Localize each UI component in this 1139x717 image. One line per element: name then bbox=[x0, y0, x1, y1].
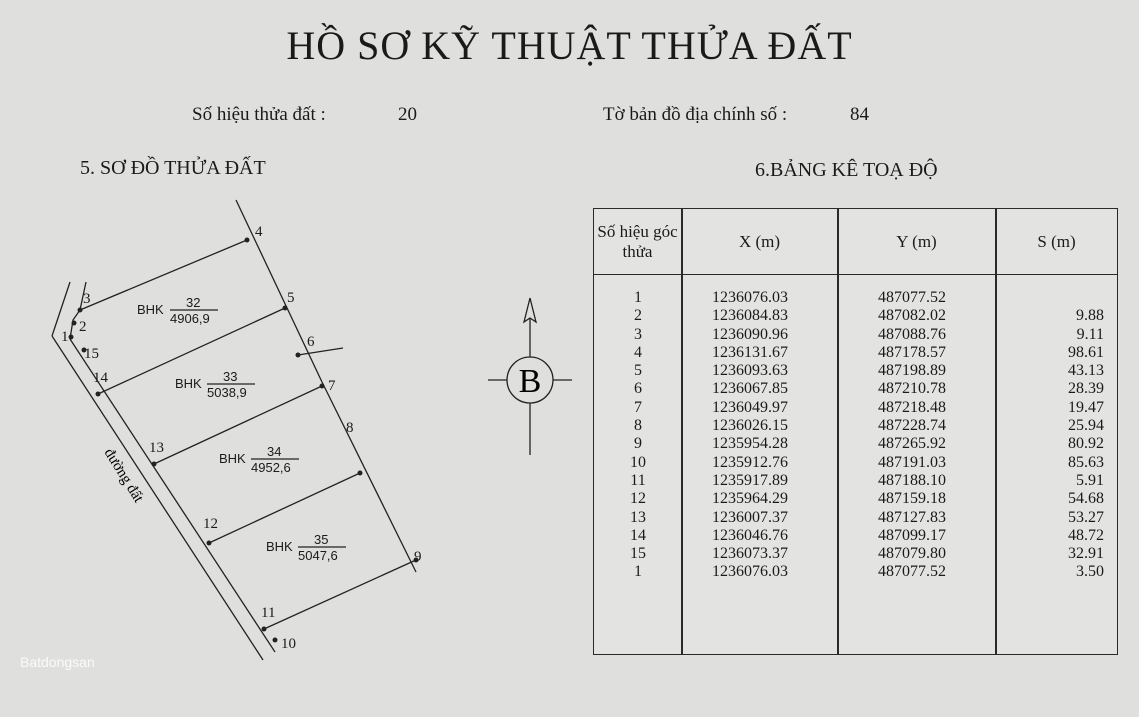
road-label: đường đất bbox=[100, 445, 147, 506]
cell-corner-id: 5 bbox=[634, 362, 642, 380]
cell-x: 1235912.76 bbox=[712, 453, 788, 471]
table-heading: 6.BẢNG KÊ TOẠ ĐỘ bbox=[755, 159, 938, 181]
boundary-6 bbox=[298, 348, 343, 355]
cell-x: 1236131.67 bbox=[712, 343, 788, 361]
cell-s: 3.50 bbox=[1076, 563, 1104, 581]
cell-s: 25.94 bbox=[1068, 417, 1104, 435]
vertex-7 bbox=[320, 384, 325, 389]
cell-y: 487077.52 bbox=[878, 563, 946, 581]
vertex-5 bbox=[283, 306, 288, 311]
vertex-2 bbox=[72, 321, 77, 326]
table-body bbox=[594, 289, 1117, 582]
vertex-12 bbox=[207, 541, 212, 546]
watermark-logo: Batdongsan bbox=[20, 654, 95, 670]
cell-corner-id: 2 bbox=[634, 307, 642, 325]
cell-y: 487191.03 bbox=[878, 453, 946, 471]
point-label-9: 9 bbox=[414, 549, 422, 565]
cell-x: 1236049.97 bbox=[712, 398, 788, 416]
cell-x: 1236073.37 bbox=[712, 545, 788, 563]
lot-32-number: 32 bbox=[186, 295, 201, 310]
point-label-8: 8 bbox=[346, 420, 354, 436]
cell-corner-id: 12 bbox=[630, 490, 646, 508]
cell-y: 487210.78 bbox=[878, 380, 946, 398]
point-label-3: 3 bbox=[83, 291, 91, 307]
cell-corner-id: 11 bbox=[630, 471, 646, 489]
cell-corner-id: 9 bbox=[634, 435, 642, 453]
table-row bbox=[594, 435, 1117, 453]
lot-33-area: 5038,9 bbox=[207, 385, 247, 400]
table-row bbox=[594, 344, 1117, 362]
cell-x: 1236026.15 bbox=[712, 417, 788, 435]
north-label: B bbox=[518, 363, 542, 400]
coordinate-table bbox=[593, 208, 1118, 655]
cell-y: 487159.18 bbox=[878, 490, 946, 508]
cell-x: 1235964.29 bbox=[712, 490, 788, 508]
boundary-right bbox=[322, 382, 416, 572]
cell-y: 487099.17 bbox=[878, 526, 946, 544]
table-row bbox=[594, 326, 1117, 344]
vertex-11 bbox=[262, 627, 267, 632]
cell-y: 487088.76 bbox=[878, 325, 946, 343]
cell-s: 9.88 bbox=[1076, 307, 1104, 325]
table-row bbox=[594, 527, 1117, 545]
cell-s: 54.68 bbox=[1068, 490, 1104, 508]
cell-corner-id: 1 bbox=[634, 563, 642, 581]
boundary-4-ext bbox=[236, 200, 322, 382]
point-label-15: 15 bbox=[84, 346, 99, 362]
cell-x: 1236046.76 bbox=[712, 526, 788, 544]
point-label-4: 4 bbox=[255, 224, 263, 240]
cell-x: 1235917.89 bbox=[712, 471, 788, 489]
cell-corner-id: 10 bbox=[630, 453, 646, 471]
parcel-number: 20 bbox=[398, 104, 417, 125]
cell-s: 19.47 bbox=[1068, 398, 1104, 416]
vertex-1 bbox=[69, 335, 74, 340]
cell-s: 53.27 bbox=[1068, 508, 1104, 526]
lot-35-number: 35 bbox=[314, 532, 329, 547]
point-label-7: 7 bbox=[328, 378, 336, 394]
cell-y: 487218.48 bbox=[878, 398, 946, 416]
table-row bbox=[594, 490, 1117, 508]
cell-s: 98.61 bbox=[1068, 343, 1104, 361]
header-y: Y (m) bbox=[896, 232, 937, 251]
cell-corner-id: 8 bbox=[634, 417, 642, 435]
header-x: X (m) bbox=[738, 232, 781, 251]
lot-34-number: 34 bbox=[267, 444, 282, 459]
cell-y: 487077.52 bbox=[878, 289, 946, 306]
map-sheet-label: Tờ bản đồ địa chính số : bbox=[603, 104, 788, 125]
cell-x: 1236067.85 bbox=[712, 380, 788, 398]
cell-y: 487188.10 bbox=[878, 471, 946, 489]
cell-corner-id: 3 bbox=[634, 325, 642, 343]
boundary-3-4 bbox=[80, 240, 247, 310]
cell-y: 487127.83 bbox=[878, 508, 946, 526]
lot-35-area: 5047,6 bbox=[298, 548, 338, 563]
cell-corner-id: 1 bbox=[634, 289, 642, 306]
vertex-3 bbox=[78, 308, 83, 313]
cell-x: 1236090.96 bbox=[712, 325, 788, 343]
lot-33-code: BHK bbox=[175, 376, 202, 391]
table-row bbox=[594, 417, 1117, 435]
point-label-10: 10 bbox=[281, 636, 296, 652]
cell-x: 1236093.63 bbox=[712, 362, 788, 380]
table-row bbox=[594, 563, 1117, 581]
document-title: HỒ SƠ KỸ THUẬT THỬA ĐẤT bbox=[286, 23, 853, 68]
cell-s: 43.13 bbox=[1068, 362, 1104, 380]
lot-32-code: BHK bbox=[137, 302, 164, 317]
point-label-11: 11 bbox=[261, 605, 276, 621]
point-label-12: 12 bbox=[203, 516, 218, 532]
table-row bbox=[594, 399, 1117, 417]
cell-corner-id: 7 bbox=[634, 398, 642, 416]
cell-x: 1236076.03 bbox=[712, 289, 788, 306]
vertex-4 bbox=[245, 238, 250, 243]
boundary-12-8 bbox=[209, 473, 360, 543]
point-label-5: 5 bbox=[287, 290, 295, 306]
vertex-13 bbox=[152, 462, 157, 467]
boundary-11-9 bbox=[264, 560, 416, 629]
cell-s: 32.91 bbox=[1068, 545, 1104, 563]
cell-s: 28.39 bbox=[1068, 380, 1104, 398]
header-s: S (m) bbox=[1037, 232, 1076, 251]
diagram-heading: 5. SƠ ĐỒ THỬA ĐẤT bbox=[80, 157, 266, 179]
cell-corner-id: 14 bbox=[630, 526, 646, 544]
cell-corner-id: 4 bbox=[634, 343, 642, 361]
table-row bbox=[594, 545, 1117, 563]
lot-35-code: BHK bbox=[266, 539, 293, 554]
cell-y: 487265.92 bbox=[878, 435, 946, 453]
road-edge-outer-top bbox=[52, 282, 70, 336]
lot-34-code: BHK bbox=[219, 451, 246, 466]
north-arrow-icon bbox=[524, 298, 536, 322]
vertex-8 bbox=[358, 471, 363, 476]
point-label-6: 6 bbox=[307, 334, 315, 350]
table-row bbox=[594, 472, 1117, 490]
vertex-6 bbox=[296, 353, 301, 358]
cell-x: 1236076.03 bbox=[712, 563, 788, 581]
lot-34-area: 4952,6 bbox=[251, 460, 291, 475]
cell-y: 487082.02 bbox=[878, 307, 946, 325]
cell-s: 9.11 bbox=[1076, 325, 1104, 343]
cell-corner-id: 15 bbox=[630, 545, 646, 563]
parcel-number-label: Số hiệu thửa đất : bbox=[192, 104, 326, 125]
table-row bbox=[594, 454, 1117, 472]
point-label-14: 14 bbox=[93, 370, 108, 386]
table-row bbox=[594, 289, 1117, 307]
point-label-2: 2 bbox=[79, 319, 87, 335]
cell-s: 5.91 bbox=[1076, 471, 1104, 489]
cell-x: 1236007.37 bbox=[712, 508, 788, 526]
cell-y: 487228.74 bbox=[878, 417, 946, 435]
cell-s: 85.63 bbox=[1068, 453, 1104, 471]
table-row bbox=[594, 362, 1117, 380]
map-sheet-number: 84 bbox=[850, 104, 869, 125]
vertex-10 bbox=[273, 638, 278, 643]
table-row bbox=[594, 509, 1117, 527]
point-label-13: 13 bbox=[149, 440, 164, 456]
cell-x: 1236084.83 bbox=[712, 307, 788, 325]
table-row bbox=[594, 307, 1117, 325]
table-row bbox=[594, 380, 1117, 398]
cell-x: 1235954.28 bbox=[712, 435, 788, 453]
cell-corner-id: 6 bbox=[634, 380, 642, 398]
lot-33-number: 33 bbox=[223, 369, 238, 384]
cell-s: 80.92 bbox=[1068, 435, 1104, 453]
vertex-14 bbox=[96, 392, 101, 397]
cell-y: 487079.80 bbox=[878, 545, 946, 563]
cell-y: 487198.89 bbox=[878, 362, 946, 380]
cell-s: 48.72 bbox=[1068, 526, 1104, 544]
cell-y: 487178.57 bbox=[878, 343, 946, 361]
point-label-1: 1 bbox=[61, 329, 69, 345]
header-corner-id: Số hiệu góc thửa bbox=[597, 222, 678, 261]
cell-corner-id: 13 bbox=[630, 508, 646, 526]
lot-32-area: 4906,9 bbox=[170, 311, 210, 326]
